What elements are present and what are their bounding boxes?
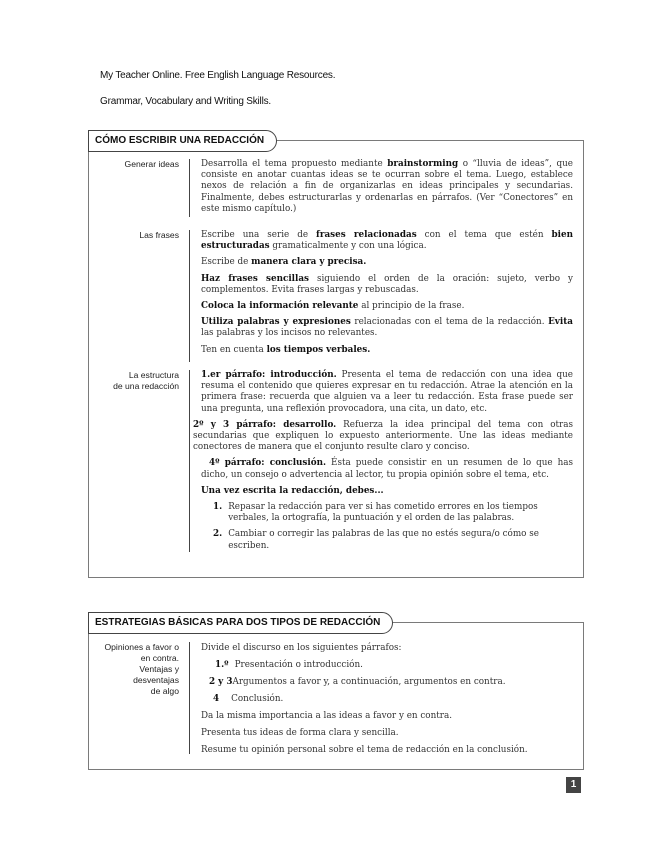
paragraph: 2º y 3 párrafo: desarrollo. Refuerza la idea principal del tema con otras secundarias que expliquen lo expuesto anteriormente. Une las ideas mediante conectores de manera que el conjunto resulte claro y conciso.: [193, 419, 573, 453]
row-label-line: en contra.: [140, 653, 179, 663]
divider: [189, 370, 190, 552]
paragraph: Ten en cuenta los tiempos verbales.: [201, 344, 371, 355]
paragraph: Divide el discurso en los siguientes párrafos:: [201, 643, 402, 653]
list-item: 1. Repasar la redacción para ver si has cometido errores en los tiempos verbales, la ortografía, la puntuación y el orden de las palabras.: [213, 502, 538, 524]
paragraph: 4º párrafo: conclusión. Ésta puede consistir en un resumen de lo que has dicho, un consejo o advertencia al lector, tu propia opinión sobre el tema, etc.: [201, 458, 574, 480]
paragraph: Una vez escrita la redacción, debes...: [201, 485, 384, 496]
row-label-line: La estructura: [128, 370, 179, 380]
row-label: [113, 370, 179, 392]
section-how-to-write: [88, 135, 584, 578]
row-label: Las frases: [139, 230, 179, 240]
row-label: [104, 642, 179, 697]
divider: [189, 642, 190, 754]
page-number: 1: [566, 777, 581, 793]
section-title: ESTRATEGIAS BÁSICAS PARA DOS TIPOS DE REDACCIÓN: [88, 612, 393, 634]
divider: [189, 159, 190, 217]
row-label-line: de una redacción: [113, 381, 179, 391]
paragraph: Escribe de manera clara y precisa.: [201, 257, 367, 268]
row-label: Generar ideas: [124, 159, 179, 169]
paragraph: Da la misma importancia a las ideas a favor y en contra.: [201, 711, 453, 721]
paragraph: Resume tu opinión personal sobre el tema de redacción en la conclusión.: [201, 745, 528, 755]
row-label-line: de algo: [150, 686, 179, 696]
list-item: 1.º Presentación o introducción.: [215, 660, 363, 670]
paragraph: Presenta tus ideas de forma clara y sencilla.: [201, 728, 399, 738]
list-item: 4 Conclusión.: [213, 694, 284, 704]
list-item: 2. Cambiar o corregir las palabras de las que no estés segura/o cómo se escriben.: [213, 529, 539, 551]
paragraph: 1.er párrafo: introducción. Presenta el tema de redacción con una idea que resuma el contenido que quieres expresar en tu redacción. Atrae la atención en la primera frase: recuerda que alguien va a leer tu redacción. Esta frase puede ser una pregunta, una reflexión provocadora, una cita, un dato, etc.: [201, 370, 573, 414]
row-content: [201, 230, 573, 361]
header-line-1: My Teacher Online. Free English Language Resources.: [100, 70, 336, 81]
row-label-line: Ventajas y: [139, 664, 179, 674]
section-title: CÓMO ESCRIBIR UNA REDACCIÓN: [88, 130, 277, 152]
list-item: 2 y 3 Argumentos a favor y, a continuación, argumentos en contra.: [209, 677, 506, 687]
row-label-line: Opiniones a favor o: [104, 642, 179, 652]
paragraph: Desarrolla el tema propuesto mediante brainstorming o “lluvia de ideas”, que consiste en anotar cuantas ideas se te ocurran sobre el tema. Luego, establece nexos de relación a fin de organizarlas en ideas principales y secundarias. Finalmente, debes estructurarlas y ordenarlas en párrafos. (Ver “Conectores” en este mismo capítulo.): [201, 159, 573, 214]
divider: [189, 230, 190, 362]
paragraph: Escribe una serie de frases relacionadas con el tema que estén bien estructuradas gramaticalmente y con una lógica.: [201, 230, 573, 252]
paragraph: Utiliza palabras y expresiones relacionadas con el tema de la redacción. Evita las palabras y los incisos no relevantes.: [201, 317, 573, 339]
paragraph: Coloca la información relevante al principio de la frase.: [201, 301, 465, 312]
row-content: [193, 370, 574, 557]
section-strategies: [88, 617, 584, 770]
header-line-2: Grammar, Vocabulary and Writing Skills.: [100, 96, 271, 107]
row-content: [201, 642, 573, 761]
row-label-line: desventajas: [133, 675, 179, 685]
paragraph: Haz frases sencillas siguiendo el orden de la oración: sujeto, verbo y complementos. Evita frases largas y rebuscadas.: [201, 273, 573, 295]
row-content: [201, 159, 573, 220]
